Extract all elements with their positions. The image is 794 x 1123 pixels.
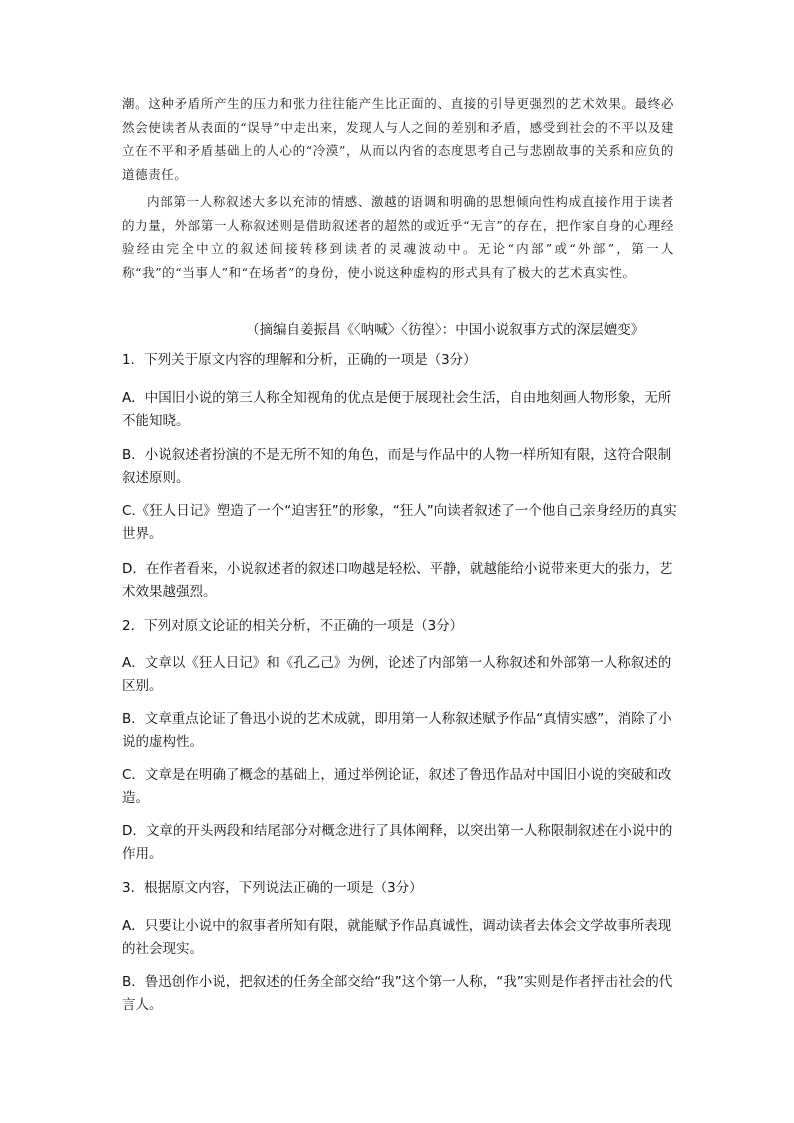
- question-2-option-b: B．文章重点论证了鲁迅小说的艺术成就，即用第一人称叙述赋予作品“真情实感”，消除了小说的虚构性。: [122, 711, 672, 750]
- passage-paragraph-1: 潮。这种矛盾所产生的压力和张力往往能产生比正面的、直接的引导更强烈的艺术效果。最终必然会使读者从表面的“误导”中走出来，发现人与人之间的差别和矛盾，感受到社会的不平以及建立在不平和矛盾基础上的人心的“冷漠”，从而以内省的态度思考自己与悲剧故事的关系和应负的道德责任。: [122, 96, 674, 182]
- question-2-option-c: C．文章是在明确了概念的基础上，通过举例论证，叙述了鲁迅作品对中国旧小说的突破和改造。: [122, 767, 672, 806]
- question-1-option-a: A．中国旧小说的第三人称全知视角的优点是便于展现社会生活，自由地刻画人物形象，无所不能知晓。: [122, 390, 672, 429]
- question-3-stem: 3．根据原文内容，下列说法正确的一项是（3分）: [122, 880, 423, 896]
- question-1-option-b: B．小说叙述者扮演的不是无所不知的角色，而是与作品中的人物一样所知有限，这符合限制叙述原则。: [122, 447, 672, 486]
- question-2-option-a: A．文章以《狂人日记》和《孔乙己》为例，论述了内部第一人称叙述和外部第一人称叙述的区别。: [122, 655, 672, 694]
- question-1-stem: 1．下列关于原文内容的理解和分析，正确的一项是（3分）: [122, 352, 477, 368]
- question-2-stem: 2．下列对原文论证的相关分析，不正确的一项是（3分）: [122, 618, 464, 634]
- question-3-option-b: B．鲁迅创作小说，把叙述的任务全部交给“我”这个第一人称，“我”实则是作者抨击社会的代言人。: [122, 974, 673, 1013]
- passage-paragraph-2: 内部第一人称叙述大多以充沛的情感、激越的语调和明确的思想倾向性构成直接作用于读者的力量，外部第一人称叙述则是借助叙述者的超然的或近乎“无言”的存在，把作家自身的心理经验经由完全中立的叙述间接转移到读者的灵魂波动中。无论“内部”或“外部”，第一人称“我”的“当事人”和“在场者”的身份，使小说这种虚构的形式具有了极大的艺术真实性。: [122, 194, 674, 280]
- question-3-option-a: A．只要让小说中的叙事者所知有限，就能赋予作品真诚性，调动读者去体会文学故事所表现的社会现实。: [122, 918, 672, 957]
- question-1-option-d: D．在作者看来，小说叙述者的叙述口吻越是轻松、平静，就越能给小说带来更大的张力，艺术效果越强烈。: [122, 561, 673, 600]
- question-2-option-d: D．文章的开头两段和结尾部分对概念进行了具体阐释，以突出第一人称限制叙述在小说中的作用。: [122, 823, 673, 862]
- question-1-option-c: C.《狂人日记》塑造了一个“迫害狂”的形象，“狂人”向读者叙述了一个他自己亲身经历的真实世界。: [122, 503, 677, 542]
- passage-source: （摘编自姜振昌《〈呐喊〉〈彷徨〉：中国小说叙事方式的深层嬗变》: [246, 322, 645, 338]
